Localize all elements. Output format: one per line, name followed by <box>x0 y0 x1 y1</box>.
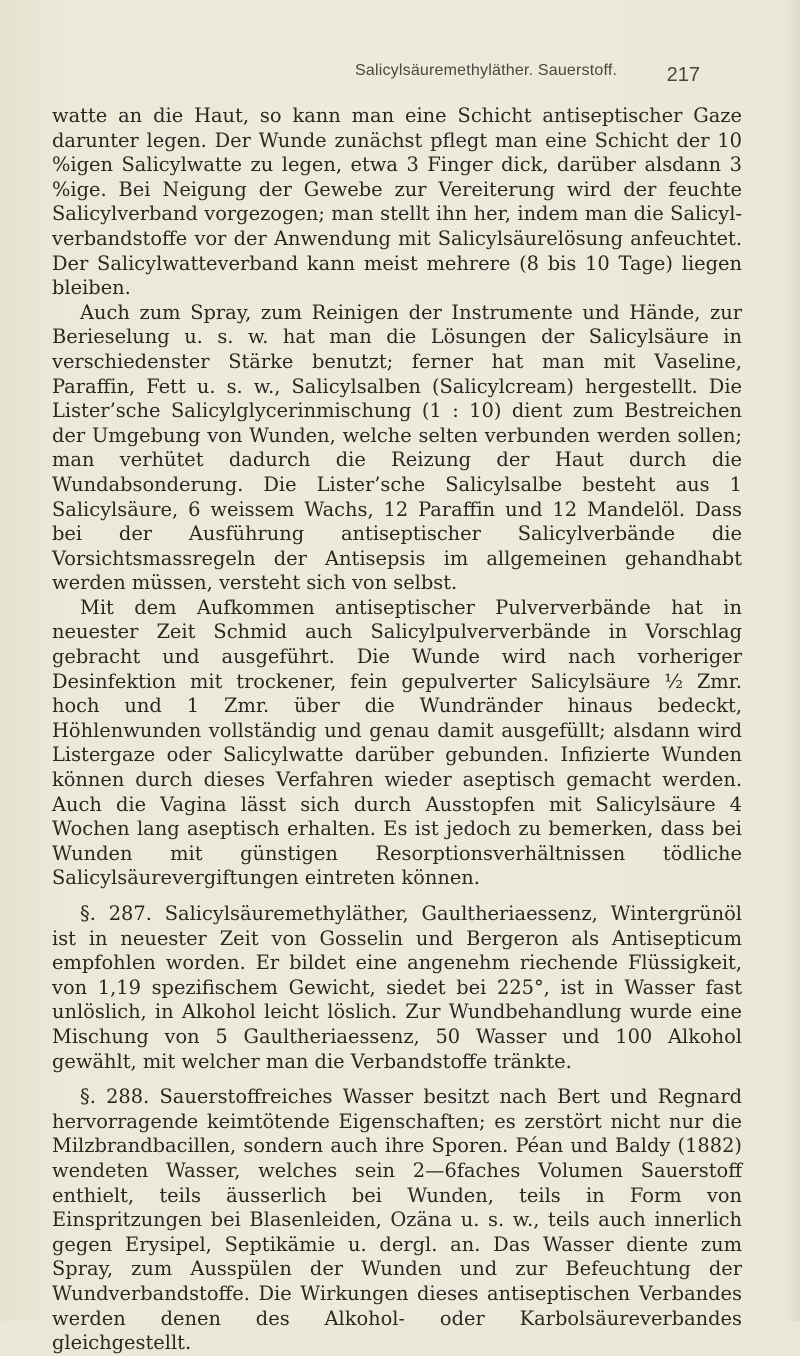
paragraph-spray: Auch zum Spray, zum Reinigen der Instrumente und Hände, zur Berieselung u. s. w. hat man die Lösungen der Salicylsäure in verschiedenster Stärke benutzt; ferner hat man mit Vaseline, Paraffin, Fett u. s. w., Salicylsalben (Salicylcream) hergestellt. Die Lister’sche Salicylglycerinmischung (1 : 10) dient zum Bestreichen der Umgebung von Wunden, welche selten verbunden werden sollen; man verhütet dadurch die Reizung der Haut durch die Wundabsonderung. Die Lister’sche Salicylsalbe besteht aus 1 Salicylsäure, 6 weissem Wachs, 12 Paraffin und 12 Mandelöl. Dass bei der Ausführung antiseptischer Salicylverbände die Vorsichtsmassregeln der Antisepsis im allgemeinen gehandhabt werden müssen, versteht sich von selbst. <box>52 300 742 595</box>
paragraph-salicylwatte: watte an die Haut, so kann man eine Schicht antiseptischer Gaze darunter legen. Der Wunde zunächst pflegt man eine Schicht der 10 %igen Salicylwatte zu legen, etwa 3 Finger dick, darüber alsdann 3 %ige. Bei Neigung der Gewebe zur Vereiterung wird der feuchte Salicylverband vorgezogen; man stellt ihn her, indem man die Salicyl-verbandstoffe vor der Anwendung mit Salicylsäurelösung anfeuchtet. Der Salicylwatteverband kann meist mehrere (8 bis 10 Tage) liegen bleiben. <box>52 104 742 300</box>
page-number: 217 <box>666 64 700 86</box>
body-text <box>52 104 742 1356</box>
paragraph-section-287: §. 287. Salicylsäuremethyläther, Gaultheriaessenz, Wintergrünöl ist in neuester Zeit von Gosselin und Bergeron als Antisepticum empfohlen worden. Er bildet eine angenehm riechende Flüssigkeit, von 1,19 spezifischem Gewicht, siedet bei 225°, ist in Wasser fast unlöslich, in Alkohol leicht löslich. Zur Wundbehandlung wurde eine Mischung von 5 Gaultheriaessenz, 50 Wasser und 100 Alkohol gewählt, mit welcher man die Verbandstoffe tränkte. <box>52 902 742 1073</box>
page-edge-shadow <box>786 0 800 1321</box>
page-header <box>0 62 800 92</box>
running-title: Salicylsäuremethyläther. Sauerstoff. <box>355 62 618 79</box>
paragraph-section-288: §. 288. Sauerstoffreiches Wasser besitzt nach Bert und Regnard hervorragende keimtötende Eigenschaften; es zerstört nicht nur die Milzbrandbacillen, sondern auch ihre Sporen. Péan und Baldy (1882) wendeten Wasser, welches sein 2—6faches Volumen Sauerstoff enthielt, teils äusserlich bei Wunden, teils in Form von Einspritzungen bei Blasenleiden, Ozäna u. s. w., teils auch innerlich gegen Erysipel, Septikämie u. dergl. an. Das Wasser diente zum Spray, zum Ausspülen der Wunden und zur Befeuchtung der Wundverbandstoffe. Die Wirkungen dieses antiseptischen Verbandes werden denen des Alkohol- oder Karbolsäureverbandes gleichgestellt. <box>52 1085 742 1355</box>
paragraph-pulververbaende: Mit dem Aufkommen antiseptischer Pulververbände hat in neuester Zeit Schmid auch Salicylpulververbände in Vorschlag gebracht und ausgeführt. Die Wunde wird nach vorheriger Desinfektion mit trockener, fein gepulverter Salicylsäure ½ Zmr. hoch und 1 Zmr. über die Wundränder hinaus bedeckt, Höhlenwunden vollständig und genau damit ausgefüllt; alsdann wird Listergaze oder Salicylwatte darüber gebunden. Infizierte Wunden können durch dieses Verfahren wieder aseptisch gemacht werden. Auch die Vagina lässt sich durch Ausstopfen mit Salicylsäure 4 Wochen lang aseptisch erhalten. Es ist jedoch zu bemerken, dass bei Wunden mit günstigen Resorptionsverhältnissen tödliche Salicylsäurevergiftungen eintreten können. <box>52 595 742 890</box>
